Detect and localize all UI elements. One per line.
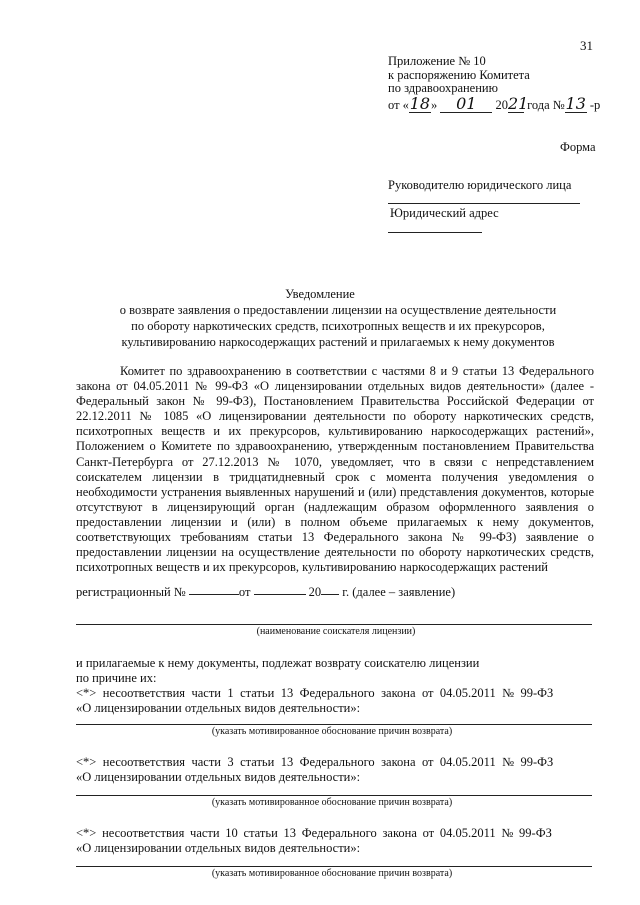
reason-3-line-2: «О лицензировании отдельных видов деятельности»: xyxy=(76,841,361,855)
subtitle-line-2: по обороту наркотических средств, психотропных веществ и их прекурсоров, xyxy=(131,319,545,333)
reg-year: 20 xyxy=(308,585,322,599)
reasons-intro: по причине их: xyxy=(76,671,157,685)
reason-2-line-1: <*> несоответствия части 3 статьи 13 Федерального закона от 04.05.2011 № 99-ФЗ xyxy=(76,755,554,769)
appendix-line-1: Приложение № 10 xyxy=(388,54,486,68)
subtitle-line-3: культивированию наркосодержащих растений и прилагаемых к нему документов xyxy=(121,335,555,349)
reason-3-line xyxy=(76,866,592,867)
reg-suffix: г. (далее – заявление) xyxy=(342,585,456,599)
return-text: и прилагаемые к нему документы, подлежат возврату соискателю лицензии xyxy=(76,656,480,670)
reg-from: от xyxy=(238,585,251,599)
date-mid: » xyxy=(430,98,438,112)
reason-1-caption: (указать мотивированное обоснование причин возврата) xyxy=(211,726,453,737)
reason-1-line xyxy=(76,724,592,725)
reason-2-line-2: «О лицензировании отдельных видов деятельности»: xyxy=(76,770,361,784)
order-suffix: -р xyxy=(589,98,601,112)
page-number: 31 xyxy=(580,38,593,53)
document-title: Уведомление xyxy=(285,287,355,301)
recipient-head-line xyxy=(388,203,580,204)
body-paragraph: Комитет по здравоохранению в соответствии с частями 8 и 9 статьи 13 Федерального закона от 04.05.2011 № 99-ФЗ «О лицензировании отдельных видов деятельности» (далее - Федеральный закон № 99-ФЗ), Постановлением Правительства Российской Федерации от 22.12.2011 № 1085 «О лицензировании деятельности по обороту наркотических средств, психотропных веществ и их прекурсоров, культивированию наркосодержащих растений», Положением о Комитете по здравоохранению, утвержденным постановлением Правительства Санкт-Петербурга от 27.12.2013 № 1070, уведомляет, что в связи с непредставлением соискателем лицензии в тридцатидневный срок с момента получения уведомления о необходимости устранения выявленных нарушений и (или) представления документов, которые отсутствуют в лицензирующий орган (надлежащим образом оформленного заявления о предоставлении лицензии и (или) в полном объеме прилагаемых к нему документов, соответствующих требованиям статьи 13 Федерального закона № 99-ФЗ) заявление о предоставлении лицензии на осуществление деятельности по обороту наркотических средств, психотропных веществ и их прекурсоров, культивированию наркосодержащих растений xyxy=(76,364,594,575)
reason-3-caption: (указать мотивированное обоснование причин возврата) xyxy=(211,868,453,879)
recipient-address: Юридический адрес xyxy=(390,206,499,220)
recipient-head: Руководителю юридического лица xyxy=(388,178,572,192)
date-day: 18 xyxy=(409,94,431,113)
subtitle-line-1: о возврате заявления о предоставлении лицензии на осуществление деятельности xyxy=(119,303,557,317)
applicant-caption: (наименование соискателя лицензии) xyxy=(256,626,416,637)
appendix-line-3: по здравоохранению xyxy=(388,81,498,95)
year-word: года № xyxy=(527,98,565,112)
reason-1-line-2: «О лицензировании отдельных видов деятельности»: xyxy=(76,701,361,715)
recipient-address-line xyxy=(388,232,482,233)
reason-1-line-1: <*> несоответствия части 1 статьи 13 Федерального закона от 04.05.2011 № 99-ФЗ xyxy=(76,686,554,700)
form-label: Форма xyxy=(560,140,596,154)
reason-3-line-1: <*> несоответствия части 10 статьи 13 Федерального закона от 04.05.2011 № 99-ФЗ xyxy=(76,826,552,840)
appendix-date-line xyxy=(388,94,600,114)
reason-2-line xyxy=(76,795,592,796)
registration-line xyxy=(76,585,455,601)
year-prefix: 20 xyxy=(495,98,508,112)
date-prefix: от « xyxy=(388,98,409,112)
applicant-line xyxy=(76,624,592,625)
reg-prefix: регистрационный № xyxy=(76,585,186,599)
appendix-line-2: к распоряжению Комитета xyxy=(388,68,530,82)
reason-2-caption: (указать мотивированное обоснование причин возврата) xyxy=(211,797,453,808)
date-month: 01 xyxy=(440,94,492,114)
year-suffix: 21 xyxy=(507,94,529,113)
order-number: 13 xyxy=(565,94,586,113)
